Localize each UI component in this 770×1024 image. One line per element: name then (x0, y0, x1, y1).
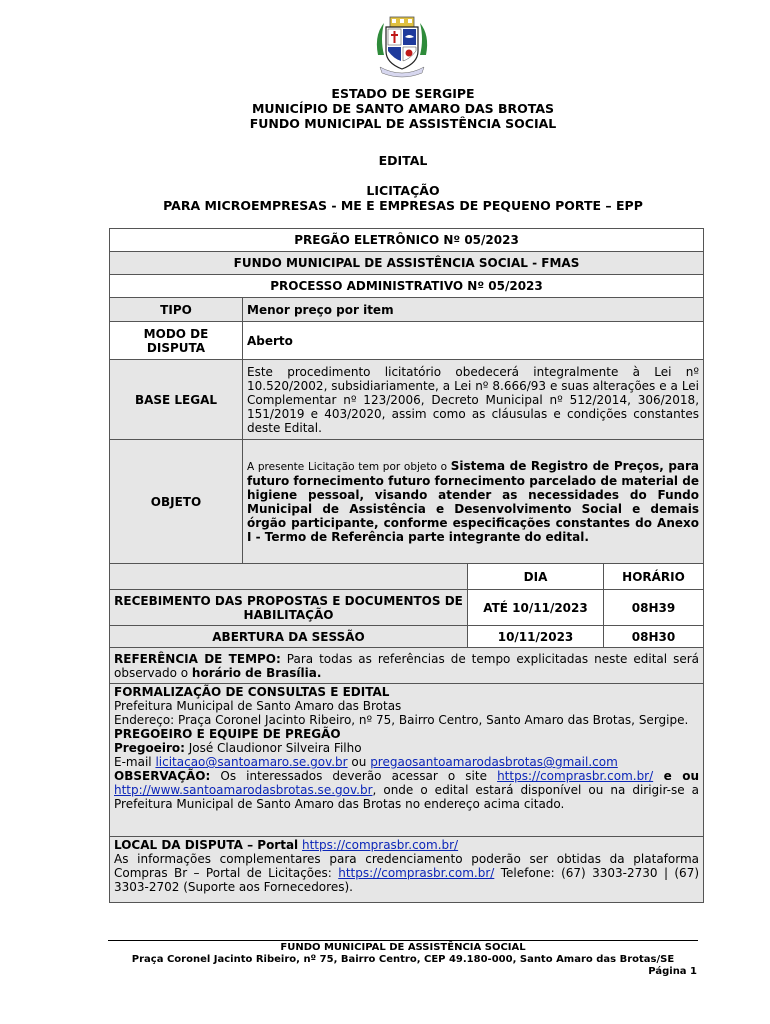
email-or: ou (347, 755, 371, 769)
local-info (114, 852, 699, 894)
empty-header-cell (110, 564, 468, 590)
fundo-row: FUNDO MUNICIPAL DE ASSISTÊNCIA SOCIAL - FMAS (110, 252, 704, 275)
local-portal-link[interactable]: https://comprasbr.com.br/ (302, 838, 459, 852)
header-state: ESTADO DE SERGIPE (331, 86, 475, 101)
local-title-line (114, 838, 699, 852)
document-header (0, 86, 770, 131)
abertura-label: ABERTURA DA SESSÃO (110, 626, 468, 648)
recebimento-hora: 08H39 (604, 590, 704, 626)
prefeitura-site-link[interactable]: http://www.santoamarodasbrotas.se.gov.br (114, 783, 373, 797)
modo-value: Aberto (243, 322, 704, 360)
email-licitacao-link[interactable]: licitacao@santoamaro.se.gov.br (155, 755, 348, 769)
pregao-row: PREGÃO ELETRÔNICO Nº 05/2023 (110, 229, 704, 252)
municipal-coat-of-arms-icon (370, 15, 434, 79)
local-text2: Telefone: (67) 3303-2730 | (67) 3303-2702 (Suporte aos Fornecedores). (114, 866, 700, 894)
abertura-dia: 10/11/2023 (468, 626, 604, 648)
formalizacao-line2: Endereço: Praça Coronel Jacinto Ribeiro, nº 75, Bairro Centro, Santo Amaro das Brotas, Sergipe. (114, 713, 689, 727)
header-municipality: MUNICÍPIO DE SANTO AMARO DAS BROTAS (251, 101, 555, 116)
dia-header: DIA (468, 564, 604, 590)
modo-label: MODO DE DISPUTA (110, 322, 243, 360)
footer-divider (108, 940, 698, 941)
licitacao-heading (0, 183, 770, 213)
email-pregao-link[interactable]: pregaosantoamarodasbrotas@gmail.com (370, 755, 618, 769)
formalizacao-title: FORMALIZAÇÃO DE CONSULTAS E EDITAL (114, 685, 390, 699)
pregoeiro-label: Pregoeiro: (114, 741, 185, 755)
licitacao-title: LICITAÇÃO (366, 183, 440, 198)
local-disputa-cell (110, 837, 704, 903)
edital-summary-table (109, 228, 704, 903)
recebimento-label: RECEBIMENTO DAS PROPOSTAS E DOCUMENTOS DE HABILITAÇÃO (110, 590, 468, 626)
page-footer (0, 942, 770, 966)
horario-header: HORÁRIO (604, 564, 704, 590)
tipo-label: TIPO (110, 298, 243, 322)
referencia-bold: horário de Brasília. (191, 665, 322, 680)
observacao-label: OBSERVAÇÃO: (114, 769, 211, 783)
local-title: LOCAL DA DISPUTA – Portal (114, 838, 299, 852)
processo-row: PROCESSO ADMINISTRATIVO Nº 05/2023 (110, 275, 704, 298)
observacao-text1: Os interessados deverão acessar o site (210, 769, 498, 783)
tipo-value: Menor preço por item (243, 298, 704, 322)
comprasbr-link[interactable]: https://comprasbr.com.br/ (497, 769, 654, 783)
objeto-value: Sistema de Registro de Preços, para futuro fornecimento futuro fornecimento parcelado de material de higiene pessoal, visando atender as necessidades do Fundo Municipal de Assistência e Desenvolvimento Social e demais órgão participante, conforme especificações constantes do Anexo I - Termo de Referência parte integrante do edital. (247, 459, 700, 544)
observacao-e-ou: e ou (653, 769, 700, 783)
observacao-line (114, 769, 699, 811)
referencia-text: Para todas as referências de tempo explicitadas neste edital será observado o (114, 651, 700, 680)
abertura-hora: 08H30 (604, 626, 704, 648)
pregoeiro-line (114, 741, 699, 755)
recebimento-dia: ATÉ 10/11/2023 (468, 590, 604, 626)
observacao-text2: , onde o edital estará disponível ou na dirigir-se a Prefeitura Municipal de Santo Amaro das Brotas no endereço acima citado. (114, 783, 700, 811)
pregoeiro-name: José Claudionor Silveira Filho (184, 741, 362, 755)
objeto-label: OBJETO (110, 440, 243, 564)
footer-address: Praça Coronel Jacinto Ribeiro, nº 75, Bairro Centro, CEP 49.180-000, Santo Amaro das Brotas/SE (131, 954, 675, 965)
page-number: Página 1 (648, 966, 697, 977)
objeto-cell (243, 440, 704, 564)
formalizacao-cell (110, 684, 704, 837)
base-legal-value: Este procedimento licitatório obedecerá integralmente à Lei nº 10.520/2002, subsidiariamente, a Lei nº 8.666/93 e suas alterações e a Lei Complementar nº 123/2006, Decreto Municipal nº 512/2014, 306/2018, 151/2019 e 403/2020, assim como as cláusulas e condições constantes deste Edital. (243, 360, 704, 440)
objeto-intro: A presente Licitação tem por objeto o (247, 461, 451, 473)
licitacao-subtitle: PARA MICROEMPRESAS - ME E EMPRESAS DE PEQUENO PORTE – EPP (163, 198, 643, 213)
local-text1: As informações complementares para credenciamento poderão ser obtidas da plataforma Compras Br – Portal de Licitações: (114, 852, 700, 880)
local-portal-link-2[interactable]: https://comprasbr.com.br/ (338, 866, 495, 880)
base-legal-label: BASE LEGAL (110, 360, 243, 440)
pregoeiro-title: PREGOEIRO E EQUIPE DE PREGÃO (114, 727, 341, 741)
referencia-title: REFERÊNCIA DE TEMPO: (114, 651, 281, 666)
header-fund: FUNDO MUNICIPAL DE ASSISTÊNCIA SOCIAL (249, 116, 557, 131)
formalizacao-line1: Prefeitura Municipal de Santo Amaro das Brotas (114, 699, 402, 713)
footer-fund: FUNDO MUNICIPAL DE ASSISTÊNCIA SOCIAL (280, 942, 526, 953)
referencia-tempo-cell (110, 648, 704, 684)
email-label: E-mail (114, 755, 156, 769)
edital-title: EDITAL (378, 153, 428, 168)
email-line (114, 755, 699, 769)
